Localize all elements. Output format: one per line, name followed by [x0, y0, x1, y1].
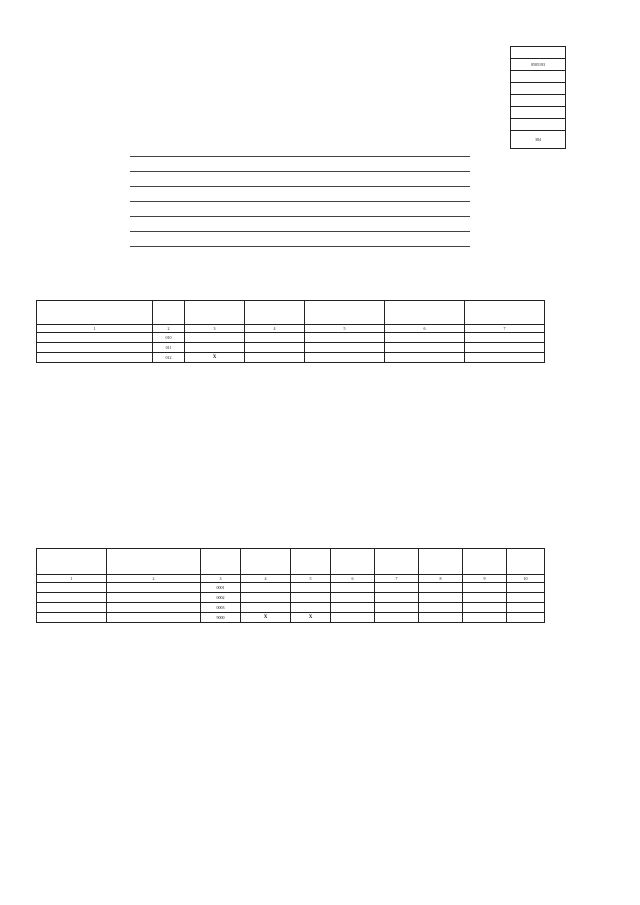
value-cell — [465, 343, 545, 353]
column-number: 6 — [331, 575, 375, 583]
x-mark: X — [185, 353, 245, 363]
value-cell — [245, 353, 305, 363]
value-cell — [419, 603, 463, 613]
table-row — [37, 603, 545, 613]
value-cell — [419, 593, 463, 603]
value-cell — [185, 333, 245, 343]
value-cell — [507, 603, 545, 613]
column-number: 7 — [375, 575, 419, 583]
value-cell — [37, 593, 107, 603]
header-cell — [507, 549, 545, 575]
value-cell — [241, 603, 291, 613]
column-number: 3 — [185, 325, 245, 333]
column-number: 5 — [305, 325, 385, 333]
code-cell — [511, 83, 566, 95]
table-row — [37, 333, 545, 343]
header-cell — [185, 301, 245, 325]
form-line-2 — [130, 171, 470, 172]
form-line-1 — [130, 156, 470, 157]
code-cell: 384 — [511, 131, 566, 149]
column-number: 9 — [463, 575, 507, 583]
codes-box — [510, 46, 566, 149]
column-number: 6 — [385, 325, 465, 333]
volume-table — [36, 300, 545, 363]
column-number: 2 — [107, 575, 201, 583]
value-cell — [463, 613, 507, 623]
row-name — [37, 353, 153, 363]
value-cell — [291, 603, 331, 613]
total-row — [37, 613, 545, 623]
column-number: 4 — [245, 325, 305, 333]
form-line-6 — [130, 231, 470, 232]
value-cell — [385, 343, 465, 353]
value-cell — [107, 583, 201, 593]
header-cell — [465, 301, 545, 325]
header-cell — [241, 549, 291, 575]
header-cell — [201, 549, 241, 575]
row-name — [37, 343, 153, 353]
column-number: 4 — [241, 575, 291, 583]
column-number: 2 — [153, 325, 185, 333]
header-cell — [331, 549, 375, 575]
value-cell — [291, 583, 331, 593]
row-code: 0001 — [201, 583, 241, 593]
row-code: 012 — [153, 353, 185, 363]
header-cell — [291, 549, 331, 575]
column-number: 1 — [37, 575, 107, 583]
code-cell — [511, 119, 566, 131]
value-cell — [107, 603, 201, 613]
header-cell — [385, 301, 465, 325]
table-row — [37, 343, 545, 353]
value-cell — [185, 343, 245, 353]
value-cell — [305, 353, 385, 363]
value-cell — [291, 593, 331, 603]
value-cell — [331, 593, 375, 603]
row-code: 010 — [153, 333, 185, 343]
value-cell — [385, 353, 465, 363]
x-mark: X — [241, 613, 291, 623]
value-cell — [463, 603, 507, 613]
value-cell — [507, 613, 545, 623]
value-cell — [507, 583, 545, 593]
value-cell — [465, 353, 545, 363]
value-cell — [375, 593, 419, 603]
header-cell — [153, 301, 185, 325]
column-number: 10 — [507, 575, 545, 583]
column-number: 8 — [419, 575, 463, 583]
value-cell — [375, 613, 419, 623]
value-cell — [245, 343, 305, 353]
column-number: 5 — [291, 575, 331, 583]
total-label — [107, 613, 201, 623]
value-cell — [419, 613, 463, 623]
value-cell — [463, 583, 507, 593]
header-cell — [305, 301, 385, 325]
value-cell — [241, 593, 291, 603]
code-cell — [511, 95, 566, 107]
header-cell — [463, 549, 507, 575]
header-cell — [375, 549, 419, 575]
code-cell — [511, 71, 566, 83]
value-cell — [331, 613, 375, 623]
value-cell — [331, 603, 375, 613]
calculation-table — [36, 548, 545, 623]
header-cell — [107, 549, 201, 575]
value-cell — [37, 613, 107, 623]
header-cell — [245, 301, 305, 325]
value-cell — [419, 583, 463, 593]
value-cell — [385, 333, 465, 343]
value-cell — [375, 603, 419, 613]
x-mark: X — [291, 613, 331, 623]
form-line-4 — [130, 201, 470, 202]
row-code: 0002 — [201, 593, 241, 603]
row-name — [37, 333, 153, 343]
header-cell — [37, 549, 107, 575]
form-line-5 — [130, 216, 470, 217]
column-number: 1 — [37, 325, 153, 333]
value-cell — [245, 333, 305, 343]
row-code: 9000 — [201, 613, 241, 623]
value-cell — [107, 593, 201, 603]
value-cell — [463, 593, 507, 603]
value-cell — [37, 603, 107, 613]
table-row — [37, 593, 545, 603]
form-line-3 — [130, 186, 470, 187]
value-cell — [375, 583, 419, 593]
value-cell — [305, 333, 385, 343]
header-cell — [419, 549, 463, 575]
value-cell — [241, 583, 291, 593]
value-cell — [305, 343, 385, 353]
codes-head — [511, 47, 566, 59]
form-line-7 — [130, 246, 470, 247]
column-number: 7 — [465, 325, 545, 333]
value-cell — [465, 333, 545, 343]
value-cell — [331, 583, 375, 593]
table-row — [37, 353, 545, 363]
row-code: 011 — [153, 343, 185, 353]
column-number: 3 — [201, 575, 241, 583]
header-cell — [37, 301, 153, 325]
row-code: 0003 — [201, 603, 241, 613]
code-cell: 0505193 — [511, 59, 566, 71]
code-cell — [511, 107, 566, 119]
value-cell — [37, 583, 107, 593]
table-row — [37, 583, 545, 593]
value-cell — [507, 593, 545, 603]
